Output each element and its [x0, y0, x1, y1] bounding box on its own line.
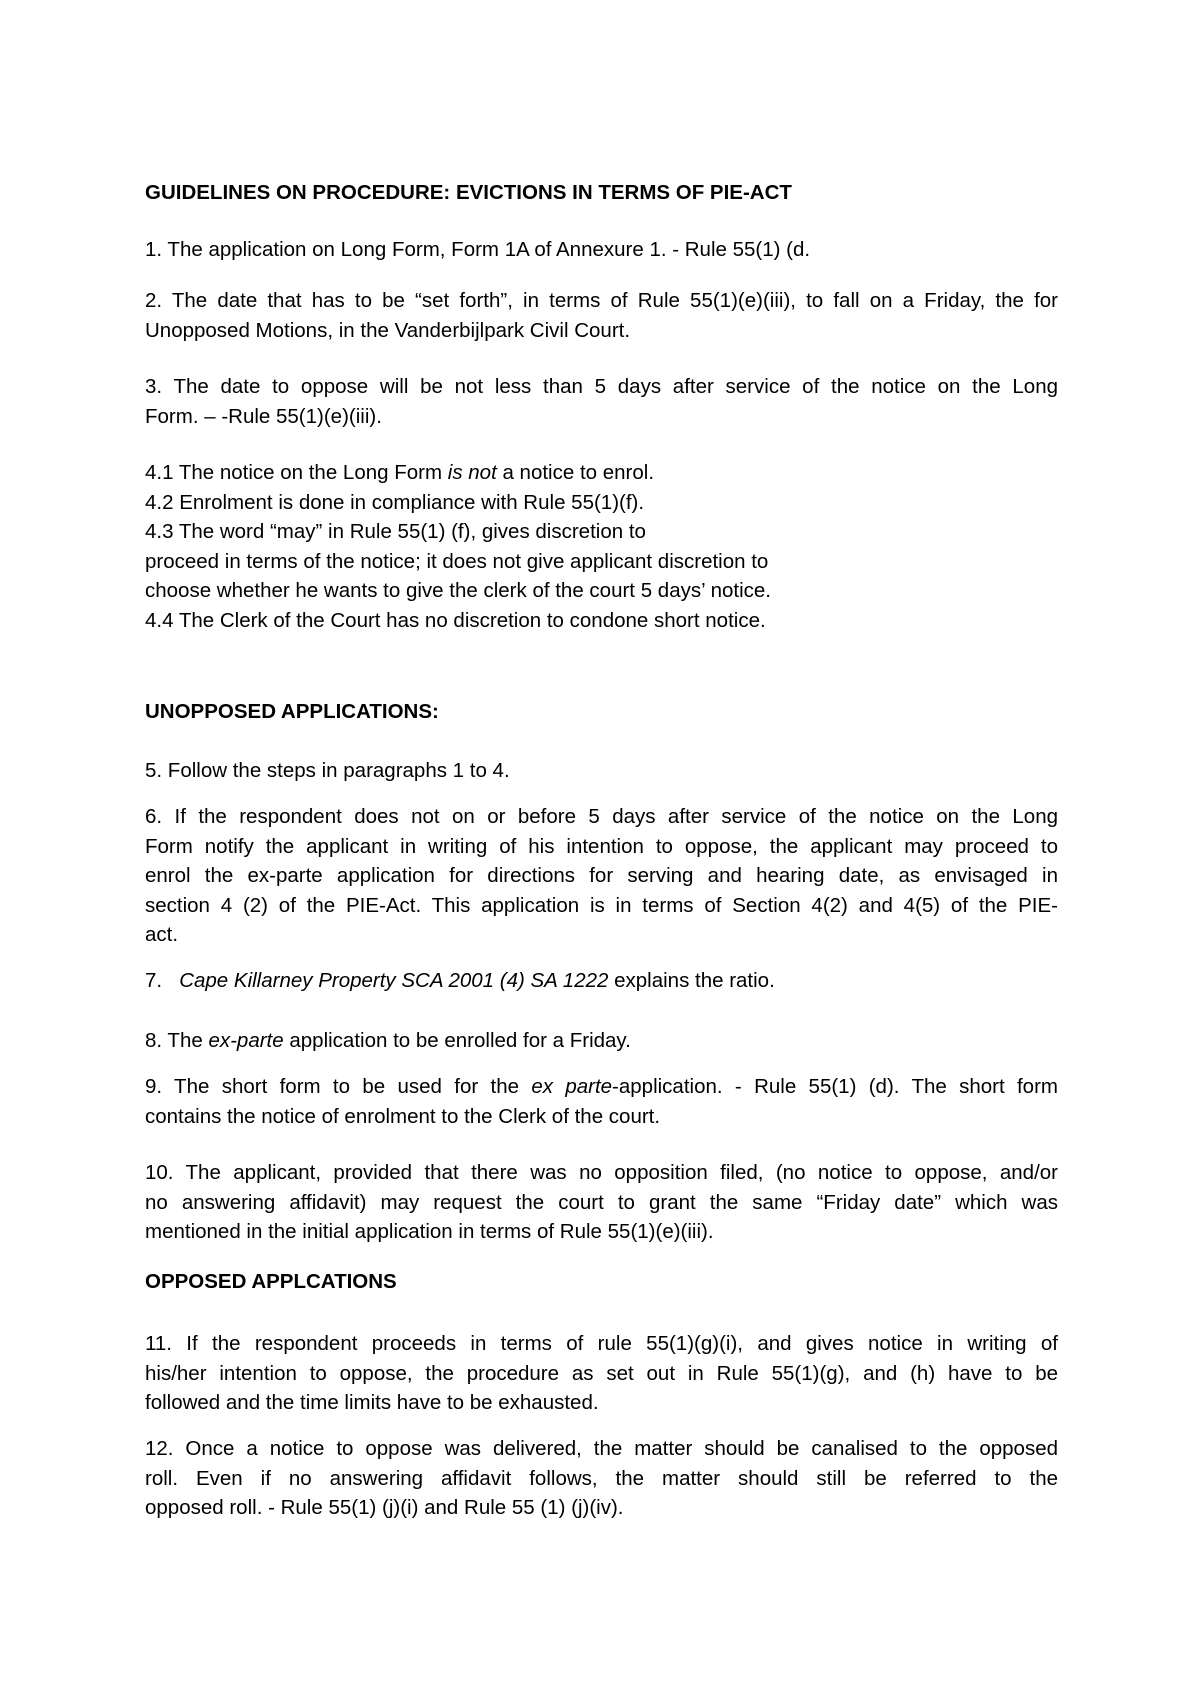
paragraph-4-3: 4.3 The word “may” in Rule 55(1) (f), gives discretion to: [145, 520, 646, 543]
paragraph-line: 10. The applicant, provided that there was no opposition filed, (no notice to oppose, and/or: [145, 1161, 1058, 1184]
paragraph-line: no answering affidavit) may request the court to grant the same “Friday date” which was: [145, 1190, 1058, 1214]
paragraph-text: 1. The application on Long Form, Form 1A of Annexure 1. - Rule 55(1) (d.: [145, 238, 811, 261]
paragraph-7: 7. Cape Killarney Property SCA 2001 (4) SA 1222 explains the ratio.: [145, 969, 775, 992]
paragraph-line: act.: [145, 923, 179, 946]
paragraph-line: his/her intention to oppose, the procedure as set out in Rule 55(1)(g), and (h) have to be: [145, 1361, 1058, 1385]
paragraph-line: 6. If the respondent does not on or before 5 days after service of the notice on the Long: [145, 805, 1058, 828]
paragraph-line: 11. If the respondent proceeds in terms of rule 55(1)(g)(i), and gives notice in writing of: [145, 1332, 1058, 1355]
section-heading-text: OPPOSED APPLCATIONS: [145, 1270, 397, 1293]
section-heading-unopposed: [145, 697, 1058, 727]
paragraph-line: Form notify the applicant in writing of his intention to oppose, the applicant may proceed to: [145, 834, 1058, 858]
paragraph-1: [145, 235, 1058, 265]
paragraph-2: [145, 286, 1058, 345]
paragraph-10: [145, 1158, 1058, 1247]
paragraph-12: [145, 1434, 1058, 1523]
paragraph-line: Form. – -Rule 55(1)(e)(iii).: [145, 404, 382, 428]
paragraph-4: [145, 458, 1058, 635]
paragraph-line: section 4 (2) of the PIE-Act. This application is in terms of Section 4(2) and 4(5) of the PIE-: [145, 893, 1058, 917]
paragraph-4-1: 4.1 The notice on the Long Form is not a notice to enrol.: [145, 461, 655, 484]
paragraph-line: 12. Once a notice to oppose was delivered, the matter should be canalised to the opposed: [145, 1437, 1058, 1460]
paragraph-line: followed and the time limits have to be exhausted.: [145, 1391, 599, 1414]
paragraph-11: [145, 1329, 1058, 1418]
paragraph-4-4: 4.4 The Clerk of the Court has no discretion to condone short notice.: [145, 608, 766, 632]
paragraph-8: 8. The ex-parte application to be enrolled for a Friday.: [145, 1029, 631, 1052]
paragraph-line: contains the notice of enrolment to the Clerk of the court.: [145, 1104, 661, 1128]
paragraph-4-3-cont: proceed in terms of the notice; it does not give applicant discretion to: [145, 549, 769, 573]
paragraph-line: opposed roll. - Rule 55(1) (j)(i) and Rule 55 (1) (j)(iv).: [145, 1496, 624, 1519]
paragraph-line: 3. The date to oppose will be not less than 5 days after service of the notice on the Long: [145, 375, 1058, 398]
paragraph-4-3-cont: choose whether he wants to give the clerk of the court 5 days’ notice.: [145, 579, 771, 602]
document-title: [145, 178, 1058, 208]
paragraph-5: [145, 756, 1058, 786]
case-citation: Cape Killarney Property SCA 2001 (4) SA 1222: [179, 969, 609, 992]
paragraph-3: [145, 372, 1058, 431]
paragraph-text: 5. Follow the steps in paragraphs 1 to 4.: [145, 759, 510, 782]
paragraph-6: [145, 802, 1058, 950]
paragraph-9: 9. The short form to be used for the ex parte-application. - Rule 55(1) (d). The short form contains the notice of enrolment to the Clerk of the court.: [145, 1072, 1058, 1131]
title-text: GUIDELINES ON PROCEDURE: EVICTIONS IN TERMS OF PIE-ACT: [145, 181, 792, 204]
paragraph-4-2: 4.2 Enrolment is done in compliance with Rule 55(1)(f).: [145, 490, 645, 514]
paragraph-line: roll. Even if no answering affidavit follows, the matter should still be referred to the: [145, 1466, 1058, 1490]
section-heading-text: UNOPPOSED APPLICATIONS:: [145, 700, 439, 723]
paragraph-line: Unopposed Motions, in the Vanderbijlpark Civil Court.: [145, 318, 631, 342]
section-heading-opposed: [145, 1267, 1058, 1297]
paragraph-line: enrol the ex-parte application for directions for serving and hearing date, as envisaged in: [145, 864, 1058, 887]
paragraph-line: mentioned in the initial application in terms of Rule 55(1)(e)(iii).: [145, 1220, 714, 1243]
paragraph-line: 2. The date that has to be “set forth”, in terms of Rule 55(1)(e)(iii), to fall on a Friday, the for: [145, 289, 1058, 312]
